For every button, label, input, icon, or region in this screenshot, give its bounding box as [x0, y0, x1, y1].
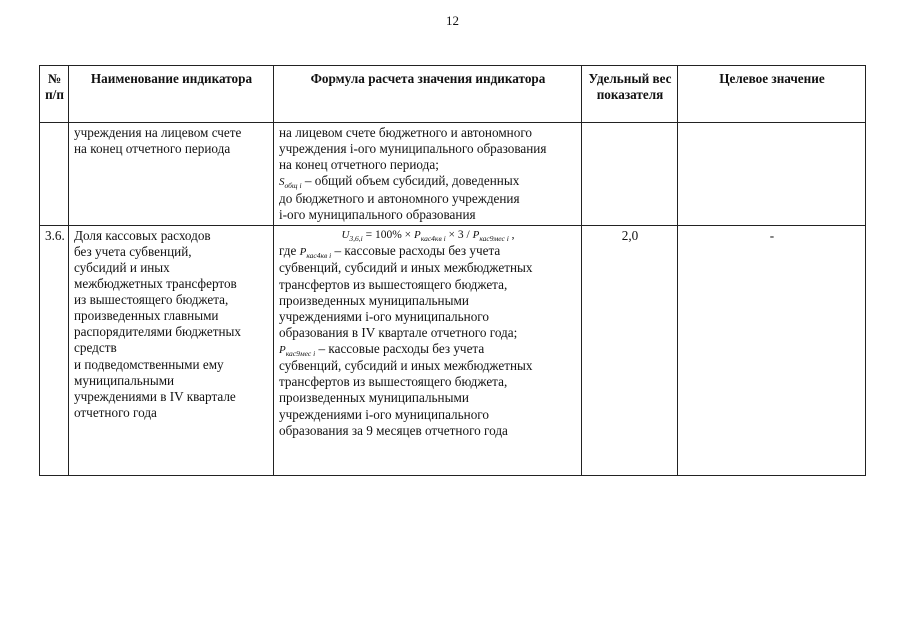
formula-line: i-ого муниципального образования	[279, 206, 476, 222]
formula-line: до бюджетного и автономного учреждения	[279, 190, 520, 206]
name-line: межбюджетных трансфертов	[74, 276, 237, 292]
formula-var-line: $S_{общ i}$ – общий объем субсидий, доведенных	[279, 173, 520, 191]
formula-line: трансфертов из вышестоящего бюджета,	[279, 374, 508, 390]
formula-line: учреждения i-ого муниципального образования	[279, 141, 547, 157]
formula-line: произведенных муниципальными	[279, 390, 469, 406]
cell-num: 3.6.	[40, 225, 69, 475]
cell-formula	[274, 225, 582, 475]
name-line: муниципальными	[74, 372, 175, 388]
var-s: $S_{общ i}$	[279, 176, 302, 191]
var-p-q4: $P_{кас4кв i}$	[299, 246, 332, 261]
formula-equation: $U_{3,6,i} = 100\% \times P_{кас4кв i} \times 3 / P_{кас9мес i}$ ,	[341, 228, 515, 243]
name-line: распорядителями бюджетных	[74, 324, 242, 340]
cell-name	[69, 123, 274, 226]
formula-line: трансфертов из вышестоящего бюджета,	[279, 276, 508, 292]
formula-line: на лицевом счете бюджетного и автономного	[279, 125, 533, 140]
header-weight: Удельный вес показателя	[582, 66, 678, 123]
table-row	[40, 123, 866, 226]
indicators-table	[39, 65, 866, 476]
header-num: № п/п	[40, 66, 69, 123]
formula-line: образования в IV квартале отчетного года;	[279, 324, 518, 340]
header-target: Целевое значение	[678, 66, 866, 123]
name-line: на конец отчетного периода	[74, 141, 231, 157]
formula-where-line: где $P_{кас4кв i}$ – кассовые расходы без учета	[279, 243, 501, 261]
formula-line: образования за 9 месяцев отчетного года	[279, 422, 508, 438]
name-line: Доля кассовых расходов	[74, 227, 211, 243]
table-row	[40, 225, 866, 475]
formula-line: субвенций, субсидий и иных межбюджетных	[279, 358, 533, 374]
name-line: произведенных главными	[74, 308, 219, 324]
name-line: и подведомственными ему	[74, 356, 224, 372]
header-name: Наименование индикатора	[69, 66, 274, 123]
name-line: без учета субвенций,	[74, 243, 192, 259]
name-line: отчетного года	[74, 404, 157, 420]
cell-formula	[274, 123, 582, 226]
formula-line: произведенных муниципальными	[279, 292, 469, 308]
name-line: из вышестоящего бюджета,	[74, 292, 229, 308]
name-line: учреждения на лицевом счете	[74, 125, 242, 140]
formula-line: учреждениями i-ого муниципального	[279, 308, 489, 324]
cell-target	[678, 123, 866, 226]
var-p-q4: $P_{кас4кв i}$	[414, 228, 446, 243]
var-p-9m: $P_{кас9мес i}$	[472, 228, 509, 243]
formula-line: субвенций, субсидий и иных межбюджетных	[279, 260, 533, 276]
formula-line: учреждениями i-ого муниципального	[279, 406, 489, 422]
cell-num	[40, 123, 69, 226]
name-line: учреждениями в IV квартале	[74, 388, 236, 404]
cell-target: -	[678, 225, 866, 475]
formula-var-line: $P_{кас9мес i}$ – кассовые расходы без учета	[279, 340, 485, 359]
page-number: 12	[446, 13, 459, 28]
formula-line: на конец отчетного периода;	[279, 157, 439, 173]
name-line: средств	[74, 340, 117, 356]
var-u: $U_{3,6,i}$	[341, 228, 363, 243]
cell-weight	[582, 123, 678, 226]
name-line: субсидий и иных	[74, 259, 170, 275]
header-formula: Формула расчета значения индикатора	[274, 66, 582, 123]
var-p-9m: $P_{кас9мес i}$	[279, 343, 316, 359]
cell-name	[69, 225, 274, 475]
table-header-row	[40, 66, 866, 123]
cell-weight: 2,0	[582, 225, 678, 475]
